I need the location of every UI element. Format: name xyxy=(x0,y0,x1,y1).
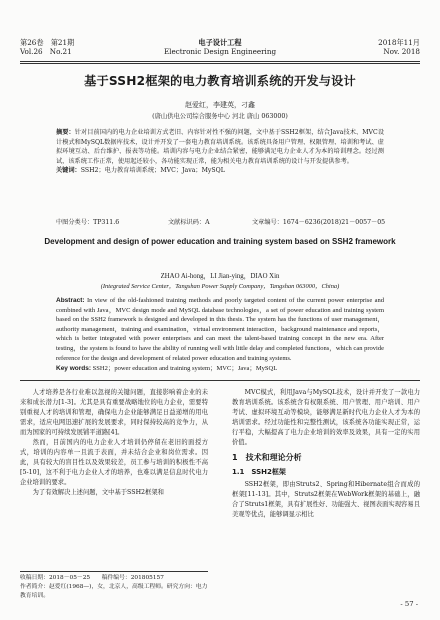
subsection-heading: 1.1 SSH2框架 xyxy=(232,468,286,476)
keywords-en-label: Key words: xyxy=(56,365,92,372)
abstract-zh-text: 针对目前国内的电力企业培训方式老旧、内容针对性不强的问题，文中基于SSH2框架，结合Java技术、MVC设计模式和MySQL数据库技术，设计并开发了一套电力教育培训系统。该系统具备用户管理、权限管理、培训和考试、虚拟环境互动、后台维护、报表等功能。培训内容与电力企业结合紧密，能够满足电力企业人才为本的培训理念。经过测试，该系统工作正常，使用起还较小，各功能实现正常，能为相关电力教育培训系统的设计与开发提供参考。 xyxy=(56,129,385,165)
body-column-right xyxy=(232,388,420,520)
keywords-en xyxy=(56,364,384,373)
keywords-en-text: SSH2；power education and training system；MVC；Java；MySQL xyxy=(92,365,278,372)
article-number: 文章编号：1674－6236(2018)21－0057－05 xyxy=(252,219,386,226)
volume-info: 第26卷 第21期 Vol.26 No.21 xyxy=(20,38,75,56)
footnote xyxy=(20,574,208,600)
footnote-rule xyxy=(20,571,208,572)
english-authors: ZHAO Ai-hong，LI Jian-ying，DIAO Xin xyxy=(160,273,280,280)
paper-title: 基于SSH2框架的电力教育培训系统的开发与设计 xyxy=(84,74,356,88)
page-number: - 57 - xyxy=(400,600,418,608)
body-paragraph: MVC模式，利用Java与MySQL技术，设计并开发了一款电力教育培训系统。该系统含有权限系统、用户管理、用户培训、用户考试、虚拟环境互动等模块，能够满足新时代电力企业人才为本的培训需求。经过功能性和完整性测试，该系统各功能实现正常，运行平稳，大幅提高了电力企业培训的效率及效果，具有一定的实用价值。 xyxy=(232,389,420,446)
paper-affiliation: (唐山供电公司综合服务中心 河北 唐山 063000) xyxy=(152,113,288,120)
body-column-left xyxy=(20,388,208,498)
clc-number: 中图分类号：TP311.6 xyxy=(56,219,120,226)
footnote-dates: 收稿日期：2018－05－25 稿件编号：201805157 xyxy=(20,575,164,581)
keywords-zh-text: SSH2；电力教育培训系统；MVC；Java；MySQL xyxy=(80,167,225,175)
abstract-en xyxy=(56,296,384,363)
paper-authors: 赵爱红，李建英，刁鑫 xyxy=(185,101,255,109)
section-heading: 1 技术和理论分析 xyxy=(232,453,302,462)
abstract-zh-label: 摘要： xyxy=(56,129,75,136)
body-paragraph: 然而，目前国内的电力企业人才培训仍停留在老旧的面授方式，培训的内容单一且流于表面，并未结合企业和岗位需求。因此，具有较大的盲目性以及效果较差，员工参与培训的积极性不高[5-10]，这不利于电力企业人才的培养，也难以满足信息时代电力企业培训的要求。 xyxy=(20,439,208,486)
abstract-en-label: Abstract: xyxy=(56,297,85,304)
document-code: 文献标识码：A xyxy=(168,219,210,226)
footnote-author-bio: 作者简介：赵爱红(1968—)，女，北京人，高级工程师。研究方向：电力教育培训。 xyxy=(20,583,208,599)
abstract-en-text: In view of the old-fashioned training methods and poorly targeted content of the current power enterprise and combined with Java，MVC design mode and MySQL database technologies，a set of power education and training system based on the SSH2 framework is designed and developed in this thesis. The system has the functions of user management，authority management，training and examination，virtual environment interaction，background maintenance and reports，which is better integrated with power enterprises and can meet the talent-based training concept in the new era. After testing，the system is found to have the ability of running well with little delay and completed functions，which can provide reference for the design and development of related power education and training systems. xyxy=(56,297,384,362)
english-title: Development and design of power education and training system based on SSH2 framework xyxy=(44,237,396,246)
body-paragraph: SSH2框架，即由Struts2、Spring和Hibernate组合而成的框架[11-13]。其中，Struts2框架在WebWork框架的基础上，融合了Struts1框架，具有扩展性好、功能强大、视图表面实现容易且美观等优点，能够调显示相比 xyxy=(232,481,420,518)
header-rule-thin xyxy=(20,63,420,64)
issue-date: 2018年11月 Nov. 2018 xyxy=(378,38,420,56)
header-rule xyxy=(20,61,420,62)
journal-name: 电子设计工程 Electronic Design Engineering xyxy=(163,38,277,56)
abstract-zh xyxy=(56,128,384,176)
running-header xyxy=(20,38,420,62)
abstract-rule xyxy=(20,380,420,381)
keywords-zh-label: 关键词： xyxy=(56,167,81,175)
english-affiliation: (Integrated Service Center，Tangshan Power Supply Company，Tangshan 063000，China) xyxy=(100,283,340,290)
body-paragraph: 人才培养是各行业难以忽视的关键问题，直接影响着企业的未来和成长潜力[1-3]。尤其是具有重要战略地位的电力企业，需要特别重视人才的培训和管理，确保电力企业能够满足日益递增的用电需求，适应电网迅速扩展的发展要求，同时保持较高的竞争力，从而为国家的可持续发展铺平道路[4]。 xyxy=(20,389,208,436)
body-paragraph: 为了有效解决上述问题，文中基于SSH2框架和 xyxy=(32,489,164,496)
